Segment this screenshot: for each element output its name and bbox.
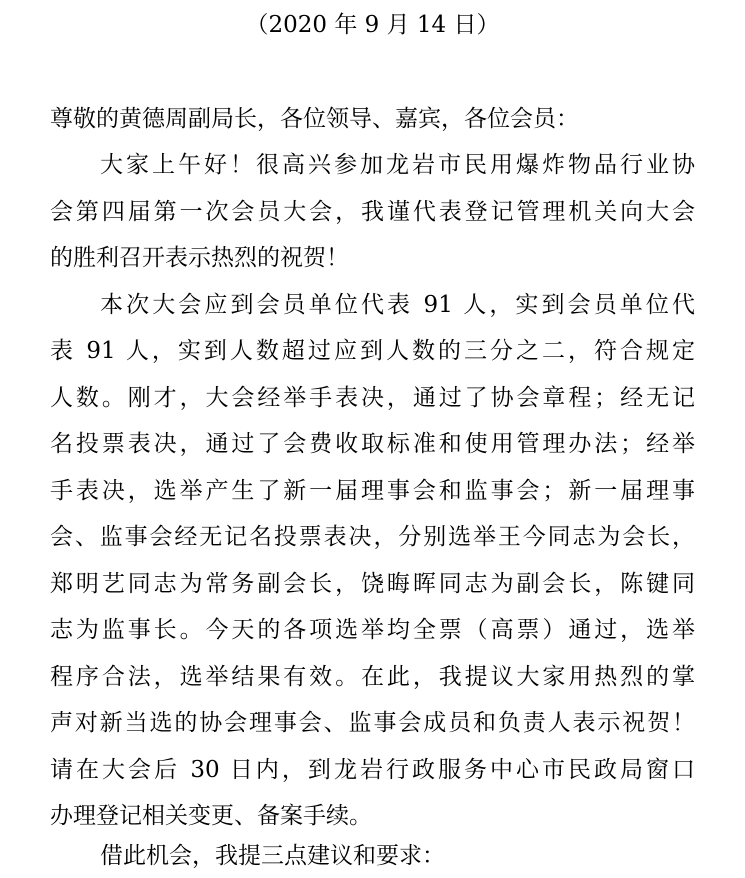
paragraph-2-line-10: 声对新当选的协会理事会、监事会成员和负责人表示祝贺！	[50, 710, 695, 736]
paragraph-2-line-7: 郑明艺同志为常务副会长，饶晦晖同志为副会长，陈键同	[50, 571, 695, 597]
paragraph-2-line-9: 程序合法，选举结果有效。在此，我提议大家用热烈的掌	[50, 664, 695, 690]
paragraph-1-line-2: 会第四届第一次会员大会，我谨代表登记管理机关向大会	[50, 199, 695, 225]
paragraph-2-line-12: 办理登记相关变更、备案手续。	[50, 803, 372, 829]
paragraph-2-line-5: 手表决，选举产生了新一届理事会和监事会；新一届理事	[50, 478, 695, 504]
paragraph-1-line-1: 大家上午好！很高兴参加龙岩市民用爆炸物品行业协	[100, 152, 695, 178]
paragraph-2-line-6: 会、监事会经无记名投票表决，分别选举王今同志为会长，	[50, 524, 695, 550]
paragraph-2-line-3: 人数。刚才，大会经举手表决，通过了协会章程；经无记	[50, 385, 695, 411]
paragraph-2-line-8: 志为监事长。今天的各项选举均全票（高票）通过，选举	[50, 617, 695, 643]
speech-date: （2020 年 9 月 14 日）	[245, 12, 500, 38]
paragraph-2-line-11: 请在大会后 30 日内，到龙岩行政服务中心市民政局窗口	[50, 757, 695, 783]
paragraph-2-line-4: 名投票表决，通过了会费收取标准和使用管理办法；经举	[50, 431, 695, 457]
salutation: 尊敬的黄德周副局长，各位领导、嘉宾，各位会员：	[50, 106, 579, 132]
paragraph-2-line-2: 表 91 人，实到人数超过应到人数的三分之二，符合规定	[50, 338, 695, 364]
paragraph-2-line-1: 本次大会应到会员单位代表 91 人，实到会员单位代	[100, 292, 695, 318]
paragraph-1-line-3: 的胜利召开表示热烈的祝贺！	[50, 245, 349, 271]
paragraph-3-line-1: 借此机会，我提三点建议和要求：	[100, 843, 445, 869]
